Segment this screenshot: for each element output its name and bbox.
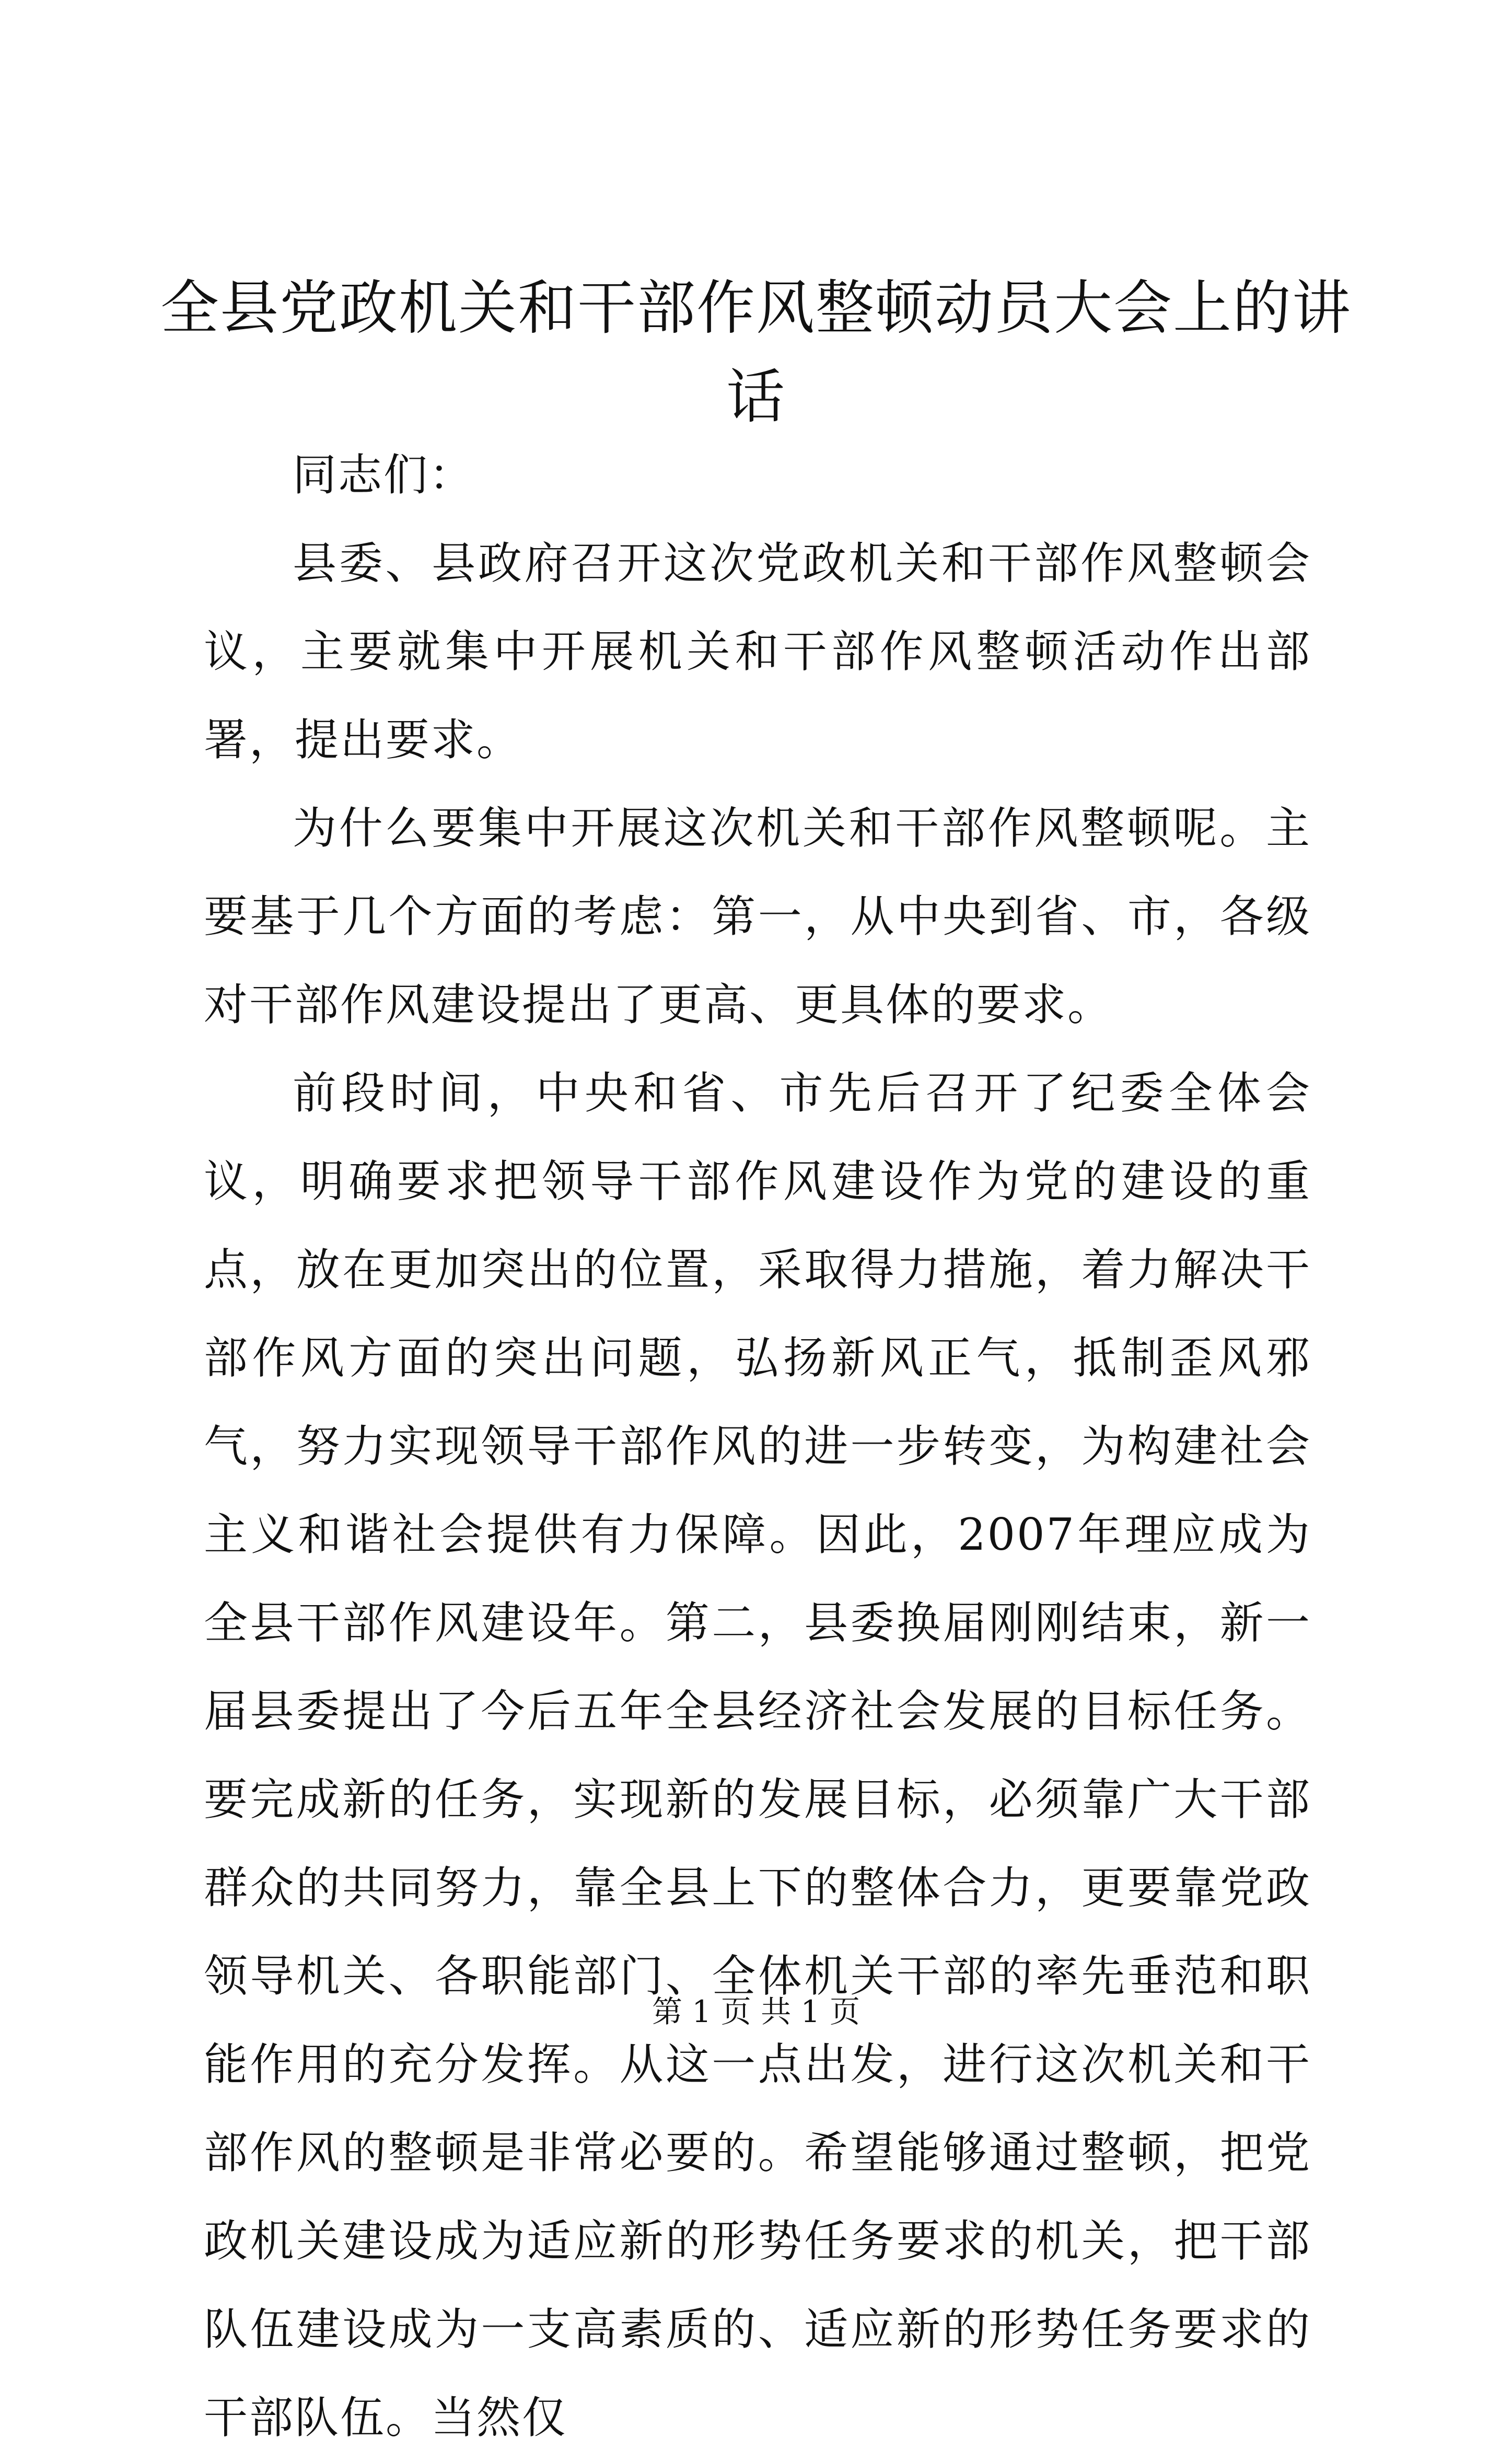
- document-body: [204, 431, 1311, 2462]
- body-paragraph: 县委、县政府召开这次党政机关和干部作风整顿会议，主要就集中开展机关和干部作风整顿活动作出部署，提出要求。: [204, 538, 1311, 765]
- page-footer: 第 1 页 共 1 页: [652, 1994, 860, 2029]
- document-title: 全县党政机关和干部作风整顿动员大会上的讲话: [160, 274, 1352, 431]
- body-paragraph: 为什么要集中开展这次机关和干部作风整顿呢。主要基于几个方面的考虑：第一，从中央到省、市，各级对干部作风建设提出了更高、更具体的要求。: [204, 803, 1311, 1030]
- salutation-paragraph: 同志们：: [293, 449, 475, 501]
- body-paragraph: 前段时间，中央和省、市先后召开了纪委全体会议，明确要求把领导干部作风建设作为党的建设的重点，放在更加突出的位置，采取得力措施，着力解决干部作风方面的突出问题，弘扬新风正气，抵制歪风邪气，努力实现领导干部作风的进一步转变，为构建社会主义和谐社会提供有力保障。因此，2007年理应成为全县干部作风建设年。第二，县委换届刚刚结束，新一届县委提出了今后五年全县经济社会发展的目标任务。要完成新的任务，实现新的发展目标，必须靠广大干部群众的共同努力，靠全县上下的整体合力，更要靠党政领导机关、各职能部门、全体机关干部的率先垂范和职能作用的充分发挥。从这一点出发，进行这次机关和干部作风的整顿是非常必要的。希望能够通过整顿，把党政机关建设成为适应新的形势任务要求的机关，把干部队伍建设成为一支高素质的、适应新的形势任务要求的干部队伍。当然仅: [204, 1067, 1311, 2443]
